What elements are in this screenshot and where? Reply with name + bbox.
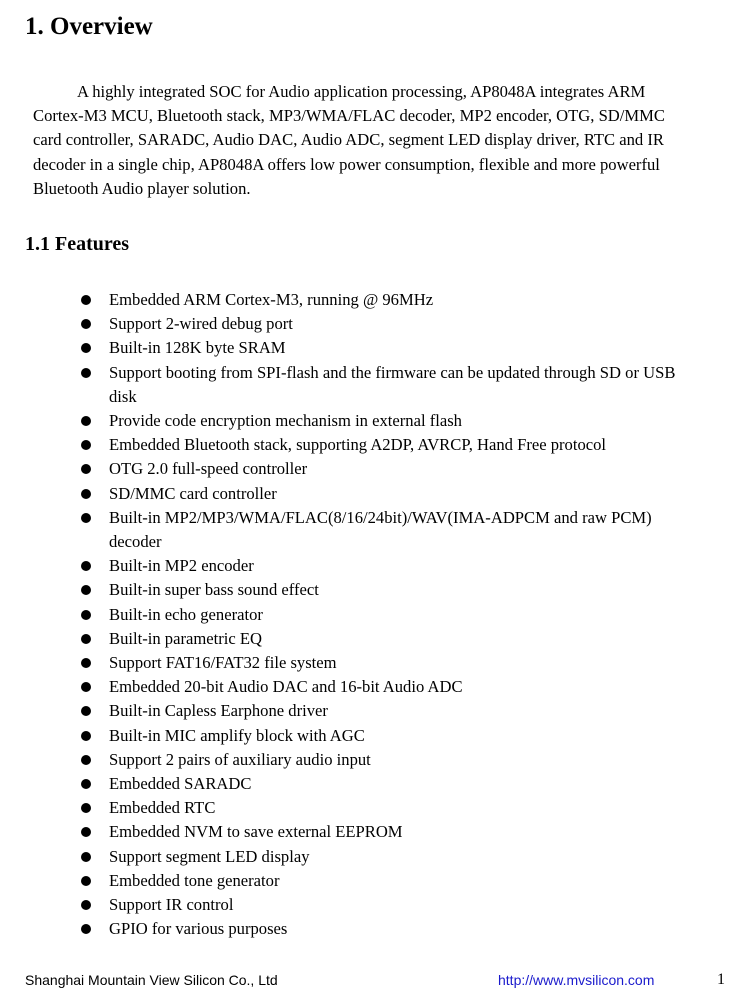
page-number: 1 xyxy=(717,971,725,988)
footer-website-link[interactable]: http://www.mvsilicon.com xyxy=(498,972,655,988)
bullet-icon xyxy=(81,561,91,571)
bullet-icon xyxy=(81,464,91,474)
feature-text: Embedded 20-bit Audio DAC and 16-bit Audio ADC xyxy=(109,677,463,697)
feature-item xyxy=(0,869,689,893)
feature-item xyxy=(0,457,689,481)
feature-text: Provide code encryption mechanism in external flash xyxy=(109,411,462,431)
feature-item xyxy=(0,845,689,869)
feature-text: GPIO for various purposes xyxy=(109,919,288,939)
feature-item xyxy=(0,820,689,844)
bullet-icon xyxy=(81,827,91,837)
bullet-icon xyxy=(81,900,91,910)
feature-text: Support IR control xyxy=(109,895,234,915)
bullet-icon xyxy=(81,440,91,450)
feature-item xyxy=(0,699,689,723)
feature-text: Built-in echo generator xyxy=(109,604,263,624)
feature-text: Support FAT16/FAT32 file system xyxy=(109,653,337,673)
feature-item xyxy=(0,482,689,506)
feature-text: Embedded Bluetooth stack, supporting A2DP, AVRCP, Hand Free protocol xyxy=(109,435,607,455)
bullet-icon xyxy=(81,706,91,716)
feature-text: Built-in MIC amplify block with AGC xyxy=(109,725,365,745)
feature-item xyxy=(0,578,689,602)
feature-text: Built-in 128K byte SRAM xyxy=(109,338,286,358)
bullet-icon xyxy=(81,803,91,813)
page-footer xyxy=(0,968,738,992)
bullet-icon xyxy=(81,368,91,378)
feature-item xyxy=(0,724,689,748)
bullet-icon xyxy=(81,295,91,305)
feature-item xyxy=(0,772,689,796)
feature-text: OTG 2.0 full-speed controller xyxy=(109,459,308,479)
bullet-icon xyxy=(81,924,91,934)
feature-text: Support 2-wired debug port xyxy=(109,314,293,334)
feature-item xyxy=(0,288,689,312)
feature-text: Built-in super bass sound effect xyxy=(109,580,319,600)
feature-item xyxy=(0,554,689,578)
bullet-icon xyxy=(81,779,91,789)
subsection-heading-features: 1.1 Features xyxy=(25,233,130,255)
feature-text: Embedded tone generator xyxy=(109,870,280,890)
feature-item xyxy=(0,506,689,554)
bullet-icon xyxy=(81,658,91,668)
bullet-icon xyxy=(81,489,91,499)
bullet-icon xyxy=(81,610,91,620)
feature-text: Support booting from SPI-flash and the firmware can be updated through SD or USB disk xyxy=(109,362,676,406)
bullet-icon xyxy=(81,585,91,595)
feature-text: SD/MMC card controller xyxy=(109,483,277,503)
section-heading-overview: 1. Overview xyxy=(25,13,153,40)
feature-item xyxy=(0,409,689,433)
bullet-icon xyxy=(81,513,91,523)
feature-text: Built-in MP2/MP3/WMA/FLAC(8/16/24bit)/WAV(IMA-ADPCM and raw PCM) decoder xyxy=(109,507,652,552)
feature-text: Embedded ARM Cortex-M3, running @ 96MHz xyxy=(109,290,434,309)
overview-paragraph: A highly integrated SOC for Audio application processing, AP8048A integrates ARM Cortex-M3 MCU, Bluetooth stack, MP3/WMA/FLAC decoder, MP2 encoder, OTG, SD/MMC card controller, SARADC, Audio DAC, Audio ADC, segment LED display driver, RTC and IR decoder in a single chip, AP8048A offers low power consumption, flexible and more powerful Bluetooth Audio player solution. xyxy=(33,82,665,198)
feature-text: Built-in parametric EQ xyxy=(109,628,262,648)
feature-item xyxy=(0,603,689,627)
footer-company: Shanghai Mountain View Silicon Co., Ltd xyxy=(25,972,278,988)
bullet-icon xyxy=(81,876,91,886)
feature-item xyxy=(0,917,689,941)
feature-item xyxy=(0,336,689,360)
feature-item xyxy=(0,361,689,409)
feature-item xyxy=(0,627,689,651)
feature-text: Support segment LED display xyxy=(109,846,310,866)
feature-item xyxy=(0,651,689,675)
bullet-icon xyxy=(81,852,91,862)
feature-text: Embedded RTC xyxy=(109,798,216,818)
feature-text: Built-in Capless Earphone driver xyxy=(109,701,328,721)
feature-item xyxy=(0,675,689,699)
bullet-icon xyxy=(81,416,91,426)
feature-text: Embedded SARADC xyxy=(109,774,252,794)
feature-item xyxy=(0,312,689,336)
feature-item xyxy=(0,893,689,917)
feature-text: Support 2 pairs of auxiliary audio input xyxy=(109,749,371,769)
bullet-icon xyxy=(81,755,91,765)
feature-item xyxy=(0,748,689,772)
bullet-icon xyxy=(81,731,91,741)
feature-text: Built-in MP2 encoder xyxy=(109,556,254,576)
feature-text: Embedded NVM to save external EEPROM xyxy=(109,822,403,842)
features-list xyxy=(0,288,738,941)
bullet-icon xyxy=(81,319,91,329)
feature-item xyxy=(0,433,689,457)
bullet-icon xyxy=(81,343,91,353)
bullet-icon xyxy=(81,682,91,692)
feature-item xyxy=(0,796,689,820)
bullet-icon xyxy=(81,634,91,644)
